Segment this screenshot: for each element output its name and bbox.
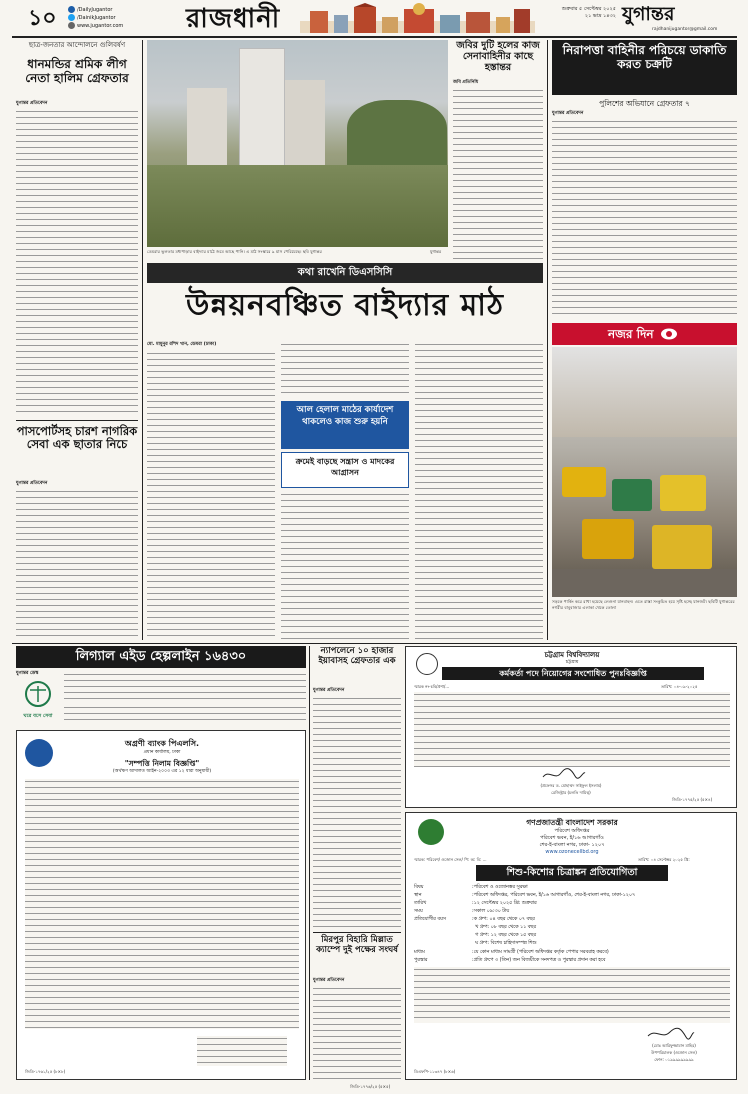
bus-4 <box>582 519 634 559</box>
gov-row: তারিখ : ১২ সেপ্টেম্বর ২০২৫ খ্রি: শুক্রবার <box>414 900 537 906</box>
date-bangla: ২১ ভাদ্র ১৪৩২ <box>584 12 616 19</box>
bus-5 <box>652 525 712 569</box>
traffic-caption: সড়কে পার্কিং করে রাখা হয়েছে লেগুনা যানবাহন। এতে রাস্তা সংকুচিত হয়ে সৃষ্টি হচ্ছে যানজট। ছবিটি যুগান্তরের নগরীর বাবুবাজার এলাকা থেকে তোলা <box>552 599 735 610</box>
nazar-title: নজর দিন <box>608 327 654 341</box>
left-body-2 <box>16 489 138 639</box>
gov-details-table <box>414 885 730 949</box>
cu-signature <box>541 767 587 781</box>
left-byline-2: যুগান্তর প্রতিবেদন <box>16 481 48 486</box>
page-number: ১০ <box>28 6 57 31</box>
gov-row: প্রতিযোগীর বয়স : ক গ্রুপ: ০৪ বছর থেকে ০৭ বছর <box>414 916 535 922</box>
header-rule <box>12 36 737 38</box>
tree-cluster <box>347 100 447 170</box>
jnu-headline: জবির দুটি হলের কাজ সেনাবাহিনীর কাছে হস্তান্তর <box>456 40 540 73</box>
robbery-headline: নিরাপত্তা বাহিনীর পরিচয়ে ডাকাতি করত চক্রটি <box>562 43 727 71</box>
social-facebook[interactable]: /DailyJugantor <box>68 6 123 14</box>
left-divider <box>16 420 138 421</box>
jnu-body <box>453 88 543 260</box>
gov-ref: ডিএফপি-১১৩৪৭ (৮×৬) <box>414 1069 456 1074</box>
left-body-1 <box>16 109 138 414</box>
photo-caption: ডেমরার ভুলতার মধ্যপাড়ার বাইদ্যার মাঠে জমে আছে পানি। এ মাঠ সংস্কারে ৯ মাস পেরিয়েছে। ছবি যুগান্তর <box>147 249 322 254</box>
robbery-byline: যুগান্তর প্রতিবেদন <box>552 111 584 116</box>
page-header <box>0 0 748 36</box>
bank-sub: প্রধান কার্যালয়, ঢাকা <box>143 750 181 755</box>
col-rule-mid <box>547 40 548 640</box>
masthead-logo: যুগান্তর <box>622 3 675 25</box>
gov-row: খ গ্রুপ: ০৮ বছর থেকে ১১ বছর <box>475 924 536 930</box>
facebook-icon <box>68 6 75 13</box>
gov-body <box>414 967 730 1023</box>
left-byline-1: যুগান্তর প্রতিবেদন <box>16 101 48 106</box>
eye-icon <box>660 327 678 341</box>
social-twitter[interactable]: /DainikJugantor <box>68 14 123 22</box>
bank-ad-subtitle: (অর্থঋণ আদালত আইন-২০০৩ এর ১২ ধারা অনুযায়ী) <box>112 769 212 774</box>
skyline-illustration <box>300 3 535 33</box>
gov-row: ঘ গ্রুপ: বিশেষ চাহিদাসম্পন্ন শিশু <box>475 940 537 946</box>
banner-col-1 <box>147 351 275 640</box>
bus-3 <box>660 475 706 511</box>
email-address[interactable]: rajdhanijugantor@gmail.com <box>652 27 718 32</box>
napoleon-headline: ন্যাপলেনে ১০ হাজার ইয়াবাসহ গ্রেফতার এক <box>318 646 396 666</box>
robbery-body <box>552 119 737 319</box>
bus-2 <box>612 479 652 511</box>
mid-section-rule <box>12 643 737 644</box>
cu-date: তারিখ: ০৪-০৯-২০২৫ <box>661 684 698 689</box>
bank-name: অগ্রণী ব্যাংক পিএলসি. <box>124 739 200 748</box>
col-rule-lower-1 <box>309 646 310 1080</box>
waterlogged-field <box>147 165 448 247</box>
bank-ad-body <box>25 779 299 1029</box>
left-headline-1: ধানমন্ডির শ্রমিক লীগ নেতা হালিম গ্রেফতার <box>25 57 129 85</box>
building-backdrop <box>552 347 737 437</box>
pull-quote-2[interactable]: ক্রমেই বাড়ছে সন্ত্রাস ও মাদকের আগ্রাসন <box>281 452 409 488</box>
gov-row: পুরস্কার : প্রতি গ্রুপে ৩ (তিন) জন বিজয়ীকে সনদপত্র ও পুরস্কার প্রদান করা হবে <box>414 957 606 963</box>
bank-ad-ref: জিডি-১৭৬১/২৫ (৮×৮) <box>25 1069 66 1074</box>
banner-byline: মো. মামুনুর রশিদ খান, ডেমরা (ঢাকা) <box>147 342 217 347</box>
mirpur-body <box>313 986 401 1080</box>
building-left <box>187 88 227 168</box>
cu-title: কর্মকর্তা পদে নিয়োগের সংশোধিত পুনঃবিজ্ঞপ্তি <box>442 667 704 680</box>
legal-aid-logo <box>16 680 60 720</box>
banner-kicker: কথা রাখেনি ডিএসসিসি <box>147 263 543 283</box>
doe-drawing-ad <box>405 812 737 1080</box>
scales-icon <box>16 680 60 710</box>
building-tall <box>239 48 285 168</box>
cu-ref: জিডি-১৭৭৫/২৫ (৫×৪) <box>672 797 713 802</box>
legal-aid-byline: যুগান্তর ডেস্ক <box>16 671 39 676</box>
banner-headline: উন্নয়নবঞ্চিত বাইদ্যার মাঠ <box>185 288 505 323</box>
banner-col-2b <box>281 492 409 640</box>
mirpur-divider <box>313 932 401 933</box>
jnu-byline: জবি প্রতিনিধি <box>453 80 479 85</box>
bank-ad-signature <box>197 1036 287 1066</box>
banner-col-3 <box>415 342 543 640</box>
gov-address-1: পরিবেশ ভবন, ই/১৬ আগারগাঁও <box>540 835 604 841</box>
bank-auction-ad <box>16 730 306 1080</box>
gov-address-2: শের-ই-বাংলা নগর, ঢাকা- ১২০৭ <box>539 842 605 848</box>
napoleon-byline: যুগান্তর প্রতিবেদন <box>313 688 345 693</box>
gov-row: সময় : সকাল ০৯:৩০ টায় <box>414 908 510 914</box>
napoleon-body <box>313 696 401 928</box>
gov-sign-role: উপপরিচালক (ওজোন সেল) <box>651 1050 697 1055</box>
gov-title-2: পরিবেশ অধিদপ্তর <box>554 828 590 834</box>
gov-details-table-2 <box>414 950 730 966</box>
left-kicker: ছাত্র-জনতার আন্দোলনে গুলিবর্ষণ <box>28 41 126 49</box>
nazar-banner <box>552 323 737 345</box>
gov-website[interactable]: www.ozonecellbd.org <box>545 849 599 855</box>
gov-row: বিষয় : পরিবেশ ও ওজোনস্তর সুরক্ষা <box>414 885 528 890</box>
legal-aid-headline: লিগ্যাল এইড হেল্পলাইন ১৬৪৩০ <box>16 646 306 668</box>
road <box>552 569 737 597</box>
mirpur-byline: যুগান্তর প্রতিবেদন <box>313 978 345 983</box>
traffic-photo <box>552 347 737 597</box>
legal-aid-body <box>64 672 306 702</box>
gov-row: গ গ্রুপ: ১২ বছর থেকে ১৫ বছর <box>475 932 536 938</box>
website-link[interactable]: www.jugantor.com <box>68 22 123 30</box>
cu-body <box>414 692 730 767</box>
cu-recruitment-ad <box>405 646 737 808</box>
gov-signature <box>646 1027 696 1041</box>
cu-place: চট্টগ্রাম <box>565 660 579 665</box>
gov-sign-name: (মোঃ আরিফুজ্জামান মাহির) <box>652 1043 696 1048</box>
publication-date <box>556 6 616 20</box>
maath-photo <box>147 40 448 247</box>
gov-row: স্থান : পরিবেশ অধিদপ্তর, পরিবেশ ভবন, ই/১৬ আগারগাঁও, শের-ই-বাংলা নগর, ঢাকা-১২০৭ <box>414 892 636 898</box>
twitter-icon <box>68 14 75 21</box>
gov-headline: শিশু-কিশোর চিত্রাঙ্কন প্রতিযোগিতা <box>476 865 668 881</box>
building-mid <box>285 80 325 168</box>
bus-1 <box>562 467 606 497</box>
mirpur-headline: মিরপুর বিহারি মিল্লাত ক্যাম্পে দুই পক্ষের সংঘর্ষ <box>316 935 398 955</box>
pull-quote-1[interactable]: আল হেলাল মাঠের কার্যাদেশ থাকলেও কাজ শুরু হয়নি <box>281 401 409 449</box>
cu-sign-role: রেজিস্ট্রার (চলতি দায়িত্ব) <box>551 790 591 795</box>
social-block <box>68 6 123 29</box>
col-rule-left <box>142 40 143 640</box>
gov-memo: স্মারক: পরিবেশ/ ওজোন সেল/ পি: অ: বি: ... <box>414 857 487 862</box>
legal-ref: জিডি-১৭৭৬/২৫ (৫×৫) <box>350 1084 391 1089</box>
legal-aid-body-2 <box>64 705 306 725</box>
photo-credit: যুগান্তর <box>430 249 442 254</box>
date-gregorian: শুক্রবার ৫ সেপ্টেম্বর ২০২৫ <box>561 6 616 12</box>
cu-memo: স্মারক নং-চবি/প্রশা/... <box>414 684 450 689</box>
left-headline-2: পাসপোর্টসহ চারশ নাগরিক সেবা এক ছাতার নিচে <box>16 424 138 452</box>
gov-row: মাধ্যম : যে কোন মাধ্যম সামগ্রী (পরিবেশ অধিদপ্তর কর্তৃক পেপার সরবরাহ করবে) <box>414 950 609 955</box>
gov-phone: ফোন: ০১৯৯৯৯৯৯৯৯৯ <box>654 1057 694 1062</box>
gov-date: তারিখ: ০৪ সেপ্টেম্বর ২০২৫ খ্রি: <box>638 857 690 862</box>
globe-icon <box>68 22 75 29</box>
gov-title-1: গণপ্রজাতন্ত্রী বাংলাদেশ সরকার <box>526 818 618 827</box>
section-title: রাজধানী <box>186 4 281 34</box>
bank-ad-title: "সম্পত্তি নিলাম বিজ্ঞপ্তি" <box>124 759 200 768</box>
robbery-subhead: পুলিশের অভিযানে গ্রেফতার ৭ <box>599 99 690 108</box>
cu-sign-name: (প্রফেসর ড. মোহাম্মদ সাইফুল ইসলাম) <box>540 783 602 788</box>
banner-col-2 <box>281 342 409 398</box>
cu-org: চট্টগ্রাম বিশ্ববিদ্যালয় <box>544 651 600 659</box>
legal-aid-logo-label: ঘরে বসে সেবা <box>23 712 53 719</box>
